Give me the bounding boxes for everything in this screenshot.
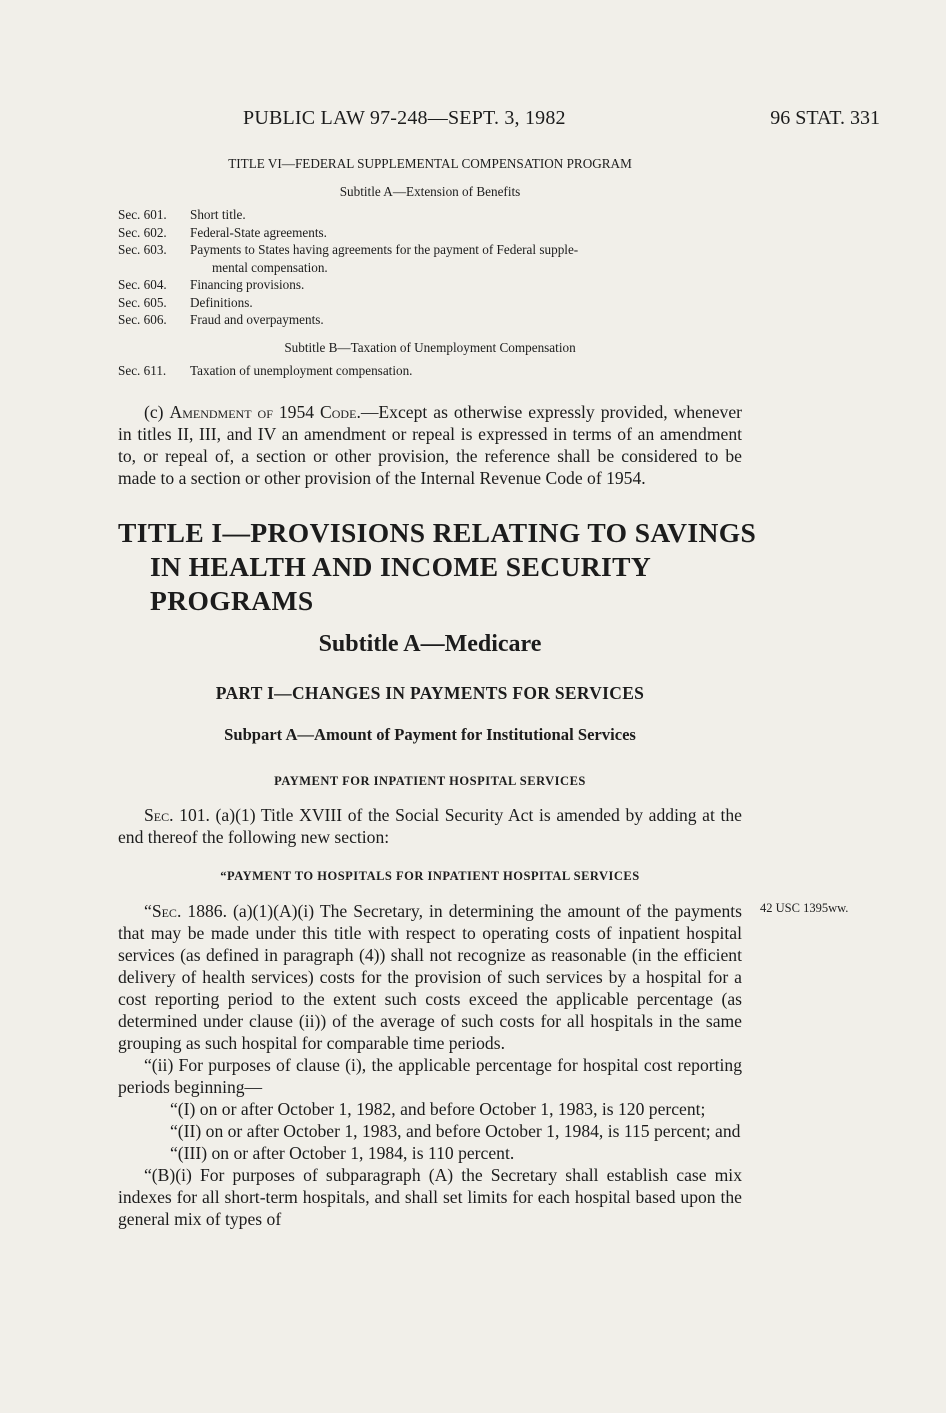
margin-citation: 42 USC 1395ww. xyxy=(760,901,849,915)
toc-item-num: Sec. 606. xyxy=(118,312,167,327)
sec-1886-text: . 1886. (a)(1)(A)(i) The Secretary, in determining the amount of the payments that may be made under this title with respect to operating costs of inpatient hospital services (as defined in paragraph (4)) shall not recognize as reasonable (in the efficient delivery of health services) costs for the provision of such services by a hospital for a cost reporting period to the extent such costs exceed the applicable percentage (as determined under clause (ii)) of the average of such costs for all hospitals in the same grouping as such hospital for comparable time periods. xyxy=(118,901,742,1053)
toc-item xyxy=(118,294,742,312)
toc-item-text: Financing provisions. xyxy=(190,277,305,292)
toc-item xyxy=(118,241,742,276)
toc-item-num: Sec. 604. xyxy=(118,277,167,292)
subclause-III: “(III) on or after October 1, 1984, is 110 percent. xyxy=(170,1143,515,1163)
amendment-lead-year: 1954 xyxy=(272,402,321,422)
subclause-II: “(II) on or after October 1, 1983, and before October 1, 1984, is 115 percent; and xyxy=(170,1121,741,1141)
page-header-stat: 96 STAT. 331 xyxy=(770,107,880,129)
sec-1886-paragraph-a xyxy=(118,900,742,1054)
quote-open: “ xyxy=(144,901,152,921)
page-header-title: PUBLIC LAW 97-248—SEPT. 3, 1982 xyxy=(243,107,566,129)
subpart-a-heading: Subpart A—Amount of Payment for Institutional Services xyxy=(224,725,636,744)
toc-item-text: Definitions. xyxy=(190,294,253,310)
sec-101-paragraph xyxy=(118,804,742,848)
toc-subtitle-a: Subtitle A—Extension of Benefits xyxy=(339,183,521,199)
subtitle-a-heading: Subtitle A—Medicare xyxy=(318,631,542,657)
title-i-heading: TITLE I—PROVISIONS RELATING TO SAVINGS IN HEALTH AND INCOME SECURITY PROGRAMS xyxy=(118,517,757,616)
section-heading-inpatient: PAYMENT FOR INPATIENT HOSPITAL SERVICES xyxy=(274,774,586,788)
toc-item xyxy=(118,276,742,294)
toc-item-num: Sec. 602. xyxy=(118,224,167,240)
toc-item-num: Sec. 601. xyxy=(118,207,167,222)
amendment-paragraph xyxy=(118,401,742,489)
amendment-lead-smallcaps: Amendment of xyxy=(169,402,273,422)
subclause-I: “(I) on or after October 1, 1982, and before October 1, 1983, is 120 percent; xyxy=(170,1099,706,1119)
table-of-contents xyxy=(118,155,742,380)
toc-item xyxy=(118,224,742,242)
toc-item xyxy=(118,311,742,329)
toc-item xyxy=(118,206,742,224)
amendment-lead: (c) xyxy=(144,402,170,422)
subparagraph-B: “(B)(i) For purposes of subparagraph (A) the Secretary shall establish case mix indexes for all short-term hospitals, and shall set limits for each hospital based upon the general mix of types of xyxy=(118,1165,742,1229)
toc-item-text: Federal-State agreements. xyxy=(190,224,327,240)
toc-item-text-cont: mental compensation. xyxy=(212,259,328,275)
toc-subtitle-b: Subtitle B—Taxation of Unemployment Compensation xyxy=(284,339,576,355)
section-heading-payment-to-hospitals: “PAYMENT TO HOSPITALS FOR INPATIENT HOSPITAL SERVICES xyxy=(220,869,640,883)
toc-item-text-line: Payments to States having agreements for the payment of Federal supple- xyxy=(190,242,579,257)
toc-item-text: Short title. xyxy=(190,207,246,222)
clause-ii: “(ii) For purposes of clause (i), the applicable percentage for hospital cost reporting periods beginning— xyxy=(118,1055,742,1097)
sec-101-text: . 101. (a)(1) Title XVIII of the Social Security Act is amended by adding at the end thereof the following new section: xyxy=(118,805,742,847)
toc-item-num: Sec. 605. xyxy=(118,294,167,310)
toc-item-text xyxy=(190,241,742,276)
part-i-heading: PART I—CHANGES IN PAYMENTS FOR SERVICES xyxy=(215,683,645,703)
toc-item-num: Sec. 603. xyxy=(118,242,167,257)
toc-item xyxy=(118,362,742,380)
amendment-lead-code: Code xyxy=(320,402,357,422)
toc-item-num: Sec. 611. xyxy=(118,363,167,378)
amendment-text: .—Except as otherwise expressly provided, whenever in titles II, III, and IV an amendment or repeal is expressed in terms of an amendment to, or repeal of, a section or other provision, the reference shall be considered to be made to a section or other provision of the Internal Revenue Code of 1954. xyxy=(118,402,743,488)
toc-title: TITLE VI—FEDERAL SUPPLEMENTAL COMPENSATION PROGRAM xyxy=(228,156,632,171)
toc-item-text: Fraud and overpayments. xyxy=(190,312,324,327)
sec-1886-block xyxy=(118,900,742,1230)
sec-label: Sec xyxy=(144,805,170,825)
sec-label: Sec xyxy=(151,901,177,921)
toc-item-text: Taxation of unemployment compensation. xyxy=(190,363,413,378)
